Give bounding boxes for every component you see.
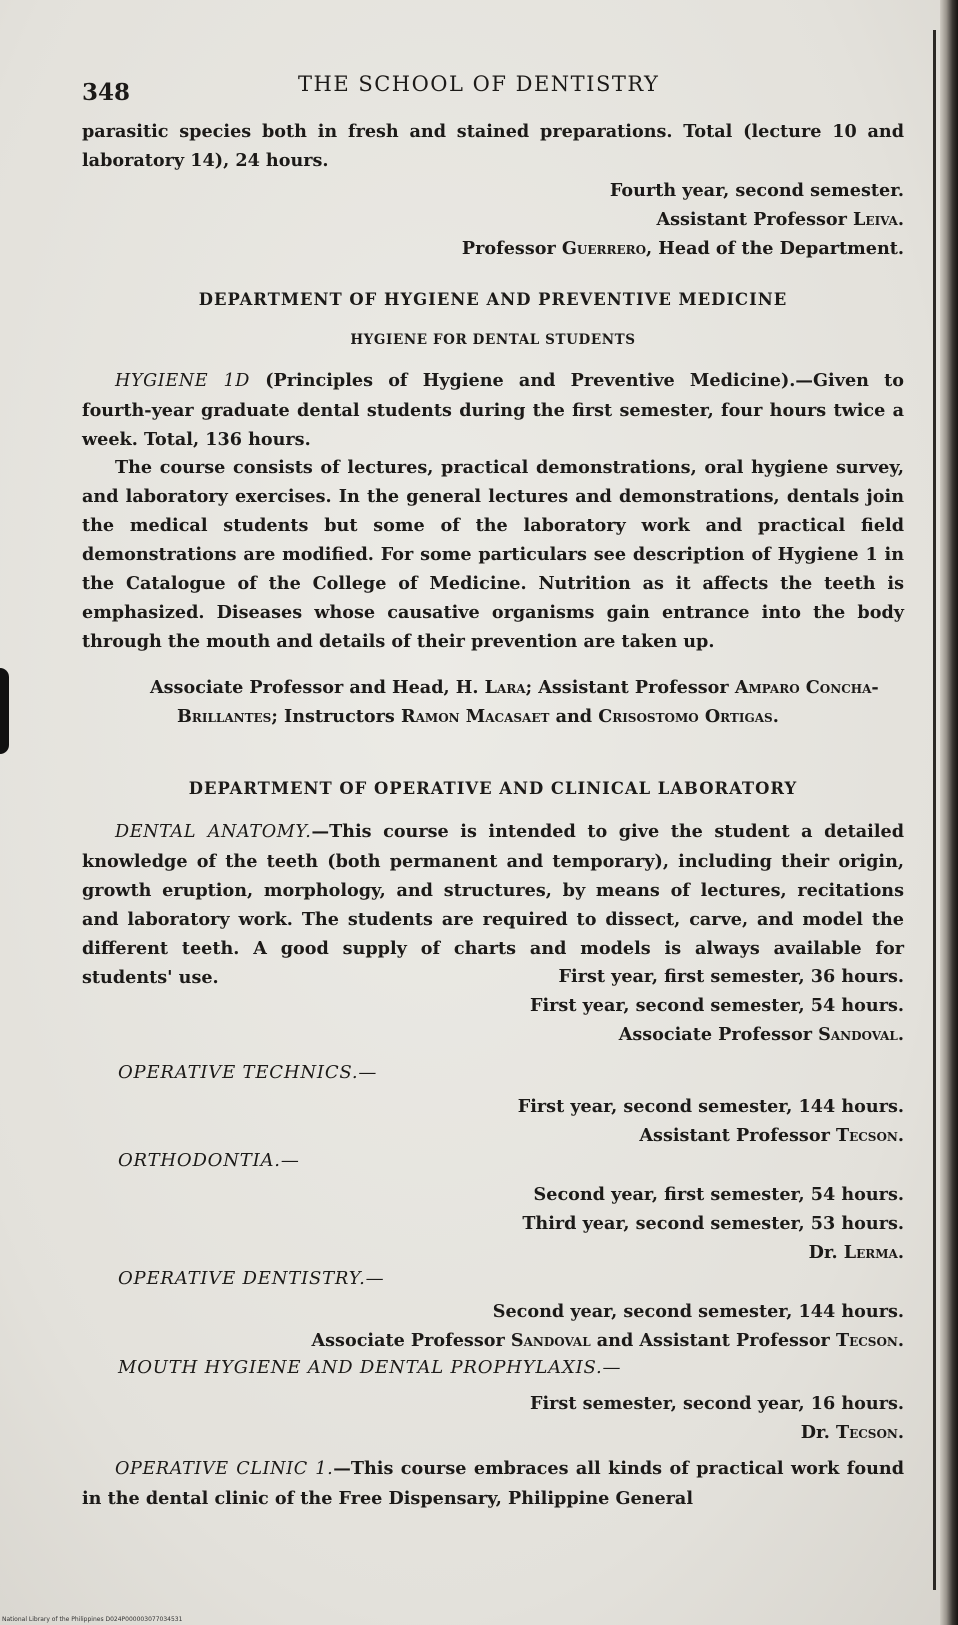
hygiene-staff-1: Associate Professor and Head, H. [150, 677, 479, 698]
technics-schedule: First year, second semester, 144 hours. [517, 1096, 904, 1117]
dental-anatomy-desc: —This course is intended to give the student a detailed knowledge of the teeth (both permanent and temporary), including their origin, growth eruption, morphology, and structures, by means of lectures, recitations and laboratory work. The students are required to dissect, carve, and model the different teeth. A good supply of charts and models is always available for students' use. [82, 821, 904, 988]
page-edge-tab [0, 668, 9, 754]
operative-clinic-desc: —This course embraces all kinds of practical work found in the dental clinic of the Free Dispensary, Philippine General [82, 1458, 904, 1509]
technics-instructor-name: Tecson. [835, 1125, 904, 1146]
intro-head-name: Guerrero [561, 238, 647, 259]
dentistry-instructor-1-name: Sandoval [510, 1330, 591, 1351]
hygiene-staff-3: ; Instructors [271, 706, 395, 727]
prophylaxis-schedule: First semester, second year, 16 hours. [529, 1393, 904, 1414]
orthodontia-schedule-2: Third year, second semester, 53 hours. [522, 1213, 904, 1234]
intro-head-title: Professor [461, 238, 556, 259]
page-number: 348 [82, 79, 131, 106]
anatomy-schedule-1: First year, first semester, 36 hours. [558, 966, 904, 987]
operative-dentistry-name: OPERATIVE DENTISTRY.— [118, 1268, 385, 1289]
anatomy-instructor [619, 1020, 904, 1049]
anatomy-instructor-title: Associate Professor [618, 1024, 812, 1045]
prophylaxis-instructor-title: Dr. [800, 1422, 830, 1443]
orthodontia-instructor-name: Lerma. [843, 1242, 904, 1263]
binding-shadow-line [933, 30, 936, 1590]
prophylaxis-instructor-name: Tecson. [835, 1422, 904, 1443]
hygiene-subheading: HYGIENE FOR DENTAL STUDENTS [350, 332, 636, 348]
hygiene-staff [150, 673, 929, 731]
hygiene-staff-1-name: Lara [484, 677, 526, 698]
hygiene-course-paragraph [82, 366, 904, 454]
intro-paragraph: parasitic species both in fresh and stained preparations. Total (lecture 10 and laboratory 14), 24 hours. [82, 121, 904, 171]
hygiene-course-desc: (Principles of Hygiene and Preventive Medicine).—Given to fourth-year graduate dental students during the first semester, four hours twice a week. Total, 136 hours. [82, 370, 904, 450]
intro-head [462, 234, 904, 263]
scan-credit: National Library of the Philippines D024P000003077034531 [2, 1616, 183, 1623]
intro-head-suffix: , Head of the Department. [646, 238, 904, 259]
intro-schedule: Fourth year, second semester. [609, 180, 904, 201]
intro-instructor-title: Assistant Professor [656, 209, 847, 230]
dentistry-instructor-2-name: Tecson. [835, 1330, 904, 1351]
running-head: THE SCHOOL OF DENTISTRY [298, 72, 660, 96]
hygiene-dept-heading: DEPARTMENT OF HYGIENE AND PREVENTIVE MEDICINE [198, 290, 788, 309]
dentistry-instructor-1: Associate Professor [311, 1330, 505, 1351]
intro-instructor [656, 205, 904, 234]
prophylaxis-instructor [801, 1418, 904, 1447]
technics-instructor [639, 1121, 904, 1150]
intro-instructor-name: Leiva. [853, 209, 904, 230]
hygiene-staff-3-name: Ramon Macasaet [400, 706, 550, 727]
orthodontia-instructor-title: Dr. [808, 1242, 838, 1263]
dentistry-instructor-2: and Assistant Professor [590, 1330, 830, 1351]
dentistry-instructors [312, 1326, 905, 1355]
anatomy-schedule-2: First year, second semester, 54 hours. [529, 995, 904, 1016]
operative-clinic-paragraph [82, 1454, 904, 1513]
hygiene-staff-4-name: Crisostomo Ortigas. [598, 706, 779, 727]
orthodontia-schedule-1: Second year, first semester, 54 hours. [533, 1184, 904, 1205]
technics-instructor-title: Assistant Professor [639, 1125, 830, 1146]
operative-clinic-name: OPERATIVE CLINIC 1. [115, 1459, 334, 1479]
orthodontia-instructor [809, 1238, 904, 1267]
mouth-hygiene-name: MOUTH HYGIENE AND DENTAL PROPHYLAXIS.— [118, 1357, 622, 1378]
hygiene-description: The course consists of lectures, practical demonstrations, oral hygiene survey, and laboratory exercises. In the general lectures and demonstrations, dentals join the medical students but some of the laboratory work and practical field demonstrations are modified. For some particulars see description of Hygiene 1 in the Catalogue of the College of Medicine. Nutrition as it affects the teeth is emphasized. Diseases whose causative organisms gain entrance into the body through the mouth and details of their prevention are taken up. [82, 457, 904, 652]
book-binding-edge [940, 0, 958, 1625]
hygiene-staff-4: and [549, 706, 593, 727]
hygiene-staff-2: ; Assistant Professor [525, 677, 729, 698]
hygiene-course-name: HYGIENE 1D [115, 371, 251, 391]
dentistry-schedule: Second year, second semester, 144 hours. [492, 1301, 904, 1322]
anatomy-instructor-name: Sandoval. [818, 1024, 904, 1045]
orthodontia-name: ORTHODONTIA.— [118, 1150, 300, 1171]
dental-anatomy-name: DENTAL ANATOMY. [115, 822, 312, 842]
operative-technics-name: OPERATIVE TECHNICS.— [118, 1062, 378, 1083]
hygiene-staff-2-name: Amparo Concha-Brillantes [177, 677, 879, 727]
operative-dept-heading: DEPARTMENT OF OPERATIVE AND CLINICAL LABORATORY [188, 779, 798, 798]
